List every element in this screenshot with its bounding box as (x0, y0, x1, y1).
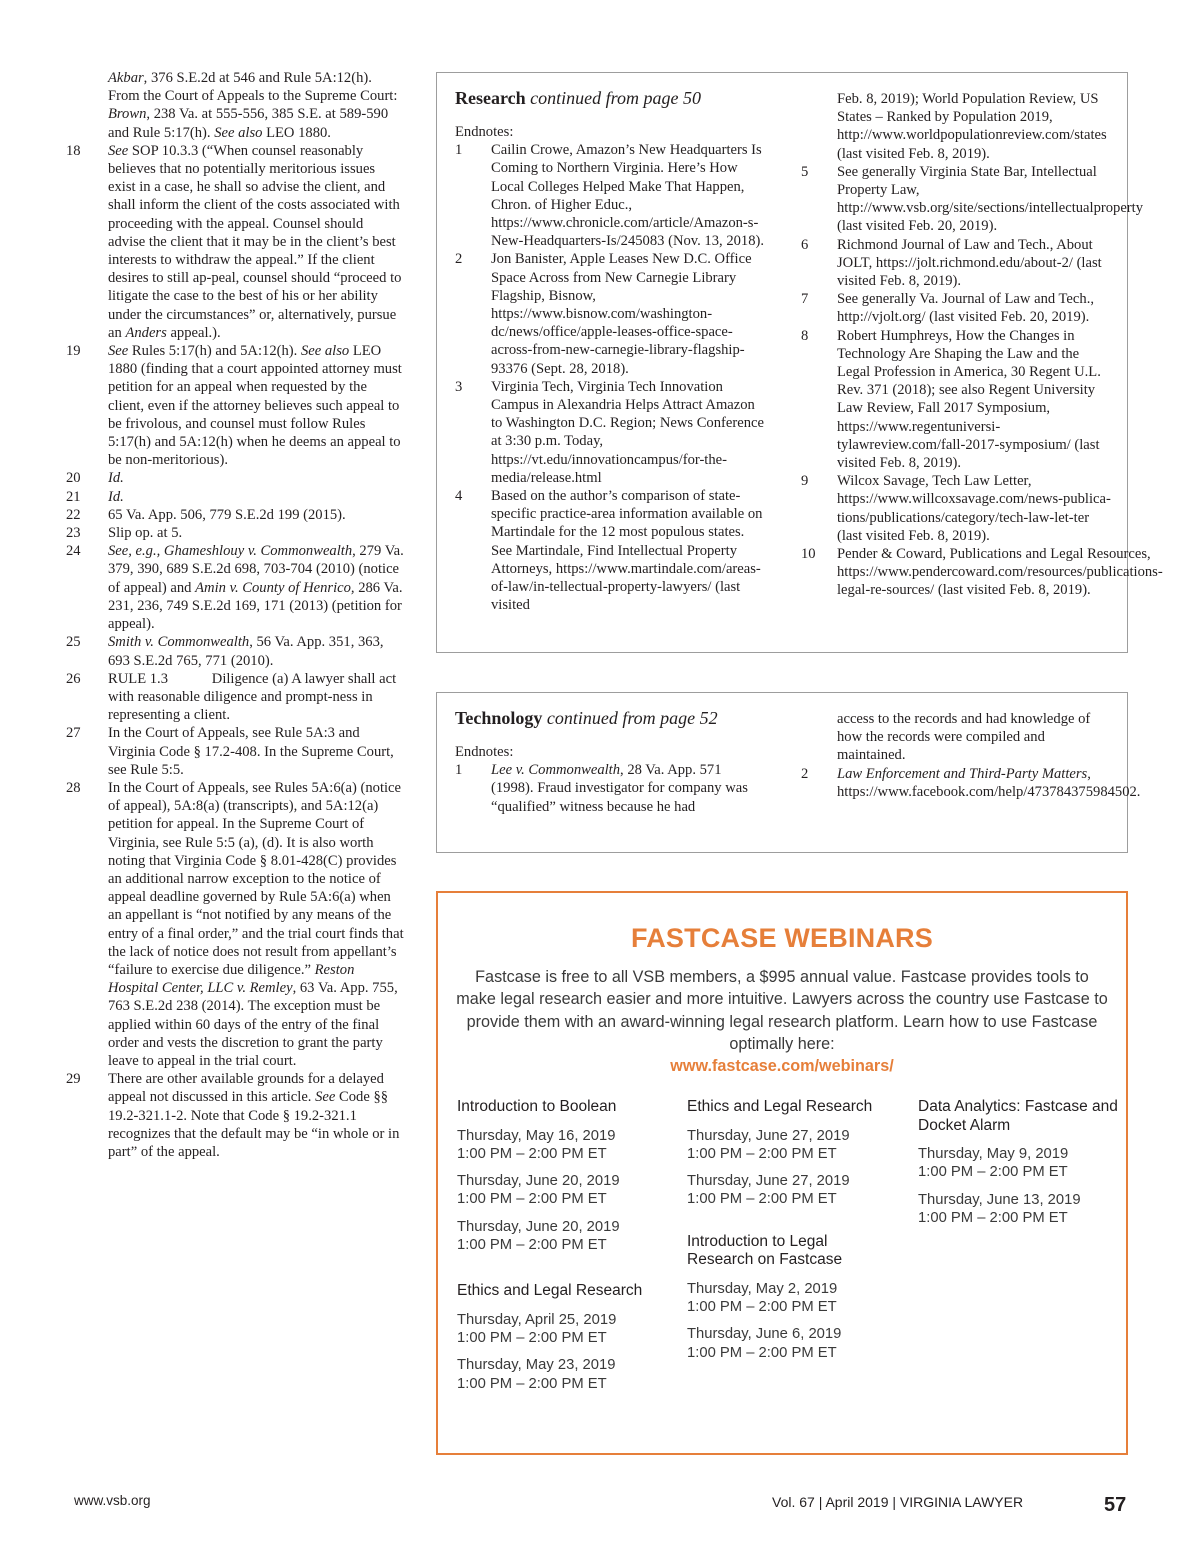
research-endnote (801, 236, 1113, 291)
webinar-session-date: Thursday, June 6, 2019 (687, 1326, 842, 1343)
left-endnote (66, 670, 404, 725)
technology-endnote-text: access to the records and had knowledge of how the records were compiled and maintained. (837, 711, 1091, 764)
left-endnote (66, 342, 404, 469)
technology-col2-notes (801, 710, 1141, 801)
research-endnote (801, 163, 1144, 236)
webinar-session-time: 1:00 PM – 2:00 PM ET (457, 1330, 607, 1347)
left-endnote (66, 1070, 404, 1161)
research-endnote (801, 545, 1163, 600)
left-endnote-text: RULE 1.3 Diligence (a) A lawyer shall act with reasonable diligence and prompt-ness in representing a client. (108, 670, 397, 724)
left-endnote-number: 21 (66, 488, 81, 505)
webinar-session-time: 1:00 PM – 2:00 PM ET (918, 1164, 1068, 1181)
webinar-session (457, 1356, 667, 1393)
webinar-session-date: Thursday, June 20, 2019 (457, 1173, 620, 1190)
webinar-column-1 (457, 1098, 667, 1410)
left-endnote-number: 27 (66, 725, 81, 742)
webinar-session-time: 1:00 PM – 2:00 PM ET (457, 1375, 607, 1392)
webinar-session-date: Thursday, June 27, 2019 (687, 1127, 850, 1144)
left-endnote (66, 469, 404, 487)
webinar-session-time: 1:00 PM – 2:00 PM ET (687, 1344, 837, 1361)
webinar-column-2 (687, 1098, 897, 1379)
technology-endnote-number: 1 (455, 762, 463, 779)
fastcase-webinars-box (436, 891, 1128, 1455)
webinar-column-3 (918, 1098, 1128, 1244)
left-endnote-text: Id. (108, 488, 124, 505)
research-endnote-text: Wilcox Savage, Tech Law Letter, https://www.willcoxsavage.com/news-publica-tions/publications/category/tech-law-let-ter (last visited Feb. 8, 2019). (837, 473, 1111, 544)
left-endnote-text: 65 Va. App. 506, 779 S.E.2d 199 (2015). (108, 506, 346, 523)
webinar-title: Ethics and Legal Research (687, 1098, 873, 1115)
webinar-session-date: Thursday, June 20, 2019 (457, 1218, 620, 1235)
webinar-title: Ethics and Legal Research (457, 1282, 643, 1300)
research-endnote-text: Cailin Crowe, Amazon’s New Headquarters Is Coming to Northern Virginia. Here’s How Local Colleges Helped Make That Happen, Chron. of Higher Educ., https://www.chronicle.com/article/Amazon-s-New-Headquarters-Is/245083 (Nov. 13, 2018). (491, 142, 765, 250)
research-endnote-number: 3 (455, 378, 463, 395)
research-col1-notes (455, 141, 765, 614)
left-endnote-text: In the Court of Appeals, see Rules 5A:6(a) (notice of appeal), 5A:8(a) (transcripts), and 5A:12(a) petition for appeal. In the Supreme Court of Virginia, see Rule 5:5 (a), (d). It is also worth noting that Virginia Code § 8.01-428(C) provides an additional narrow exception to the notice of appeal deadline governed by Rule 5A:6(a) when an appellant is “not notified by any means of the entry of a final order,” and the trial court finds that the lack of notice does not result from appellant’s “failure to exercise due diligence.” Reston Hospital Center, LLC v. Remley, 63 Va. App. 755, 763 S.E.2d 238 (2014). The exception must be applied within 60 days of the entry of the final order and vests the discretion to grant the party leave to appeal in the trial court. (108, 779, 404, 1069)
research-endnote (801, 472, 1113, 545)
technology-heading (455, 707, 765, 729)
left-endnote-number: 28 (66, 779, 81, 796)
webinar-session (687, 1280, 897, 1317)
left-endnote (66, 542, 404, 633)
webinar-session (457, 1311, 667, 1348)
left-endnote-text: Akbar, 376 S.E.2d at 546 and Rule 5A:12(h). From the Court of Appeals to the Supreme Court: Brown, 238 Va. at 555-556, 385 S.E. at 589-590 and Rule 5:17(h). See also LEO 1880. (108, 70, 398, 141)
webinar-title: Introduction to Boolean (457, 1098, 617, 1115)
fastcase-description (456, 966, 1108, 1077)
fastcase-description-text: Fastcase is free to all VSB members, a $995 annual value. Fastcase provides tools to make legal research easier and more intuitive. Lawyers across the country use Fastcase to provide them with an award-winning legal research platform. Learn how to use Fastcase optimally here: (456, 968, 1108, 1053)
webinar-session-date: Thursday, June 13, 2019 (918, 1191, 1081, 1208)
left-endnote-text: Slip op. at 5. (108, 525, 183, 542)
technology-endnote (801, 765, 1141, 801)
research-endnote-text: Virginia Tech, Virginia Tech Innovation Campus in Alexandria Helps Attract Amazon to Washington D.C. Region; News Conference at 3:30 p.m. Today, https://vt.edu/innovationcampus/for-the-media/release.html (491, 378, 764, 486)
research-endnote-number: 8 (801, 327, 809, 344)
left-endnote-text: See SOP 10.3.3 (“When counsel reasonably believes that no potentially meritorious issues exist in a case, he shall so advise the client, and shall inform the client of the costs associated with proceeding with the appeal. Counsel should advise the client that it may be in the client’s best interests to withdraw the appeal.” If the client desires to still ap-peal, counsel should “proceed to litigate the case to the best of his or her ability under the circumstances” or, alternatively, pursue an Anders appeal.). (108, 142, 402, 341)
webinar-session (687, 1325, 897, 1362)
webinar-session-date: Thursday, June 27, 2019 (687, 1173, 850, 1190)
footer-website[interactable]: www.vsb.org (74, 1493, 151, 1508)
research-endnote-text: Feb. 8, 2019); World Population Review, US States – Ranked by Population 2019, http://www.worldpopulationreview.com/states (last visited Feb. 8, 2019). (837, 91, 1107, 162)
research-endnote-text: Pender & Coward, Publications and Legal Resources, https://www.pendercoward.com/resources/publications-legal-re-sources/ (last visited Feb. 8, 2019). (837, 546, 1163, 599)
technology-col1-notes (455, 761, 765, 816)
technology-endnote (801, 710, 1113, 765)
research-col2-notes (801, 90, 1163, 600)
research-endnote-number: 2 (455, 251, 463, 268)
left-endnote-text: See, e.g., Ghameshlouy v. Commonwealth, 279 Va. 379, 390, 689 S.E.2d 698, 703-704 (2010) (notice of appeal) and Amin v. County of Henrico, 286 Va. 231, 236, 749 S.E.2d 169, 171 (2013) (petition for appeal). (108, 543, 404, 633)
research-endnote (455, 250, 765, 377)
research-endnote-text: Based on the author’s comparison of state-specific practice-area information available on Martindale for the 12 most populous states. See Martindale, Find Intellectual Property Attorneys, https://www.martindale.com/areas-of-law/in-tellectual-property-lawyers/ (last visited (491, 488, 763, 614)
left-endnote (66, 633, 404, 669)
technology-endnote-text: Law Enforcement and Third-Party Matters, https://www.facebook.com/help/473784375984502. (837, 765, 1141, 800)
left-endnote (66, 488, 404, 506)
research-endnote (455, 141, 765, 250)
webinar-session (687, 1127, 897, 1164)
page-number: 57 (1104, 1494, 1127, 1516)
footer-issue-info: Vol. 67 | April 2019 | VIRGINIA LAWYER (772, 1494, 1024, 1510)
research-endnote-text: Robert Humphreys, How the Changes in Technology Are Shaping the Law and the Legal Profession in America, 30 Regent U.L. Rev. 371 (2018); see also Regent University Law Review, Fall 2017 Symposium, https://www.regentuniversi-tylawreview.com/fall-2017-symposium/ (last visited Feb. 8, 2019). (837, 327, 1101, 472)
research-endnote-number: 5 (801, 163, 809, 180)
left-endnotes (66, 69, 404, 1161)
research-heading-title: Research (455, 88, 526, 108)
webinar-session (457, 1127, 667, 1164)
left-endnote-number: 29 (66, 1071, 81, 1088)
left-endnote-number (66, 69, 108, 142)
research-heading (455, 87, 765, 109)
research-endnotes-box (436, 72, 1163, 653)
left-endnote-text: Id. (108, 470, 124, 487)
research-endnote (455, 378, 765, 487)
left-endnote-number: 18 (66, 142, 81, 159)
webinar-session-time: 1:00 PM – 2:00 PM ET (457, 1191, 607, 1208)
technology-endnote-number (801, 710, 837, 765)
webinar-session-time: 1:00 PM – 2:00 PM ET (687, 1298, 837, 1315)
webinar-session-date: Thursday, May 9, 2019 (918, 1146, 1069, 1162)
research-endnote-number: 7 (801, 291, 809, 308)
research-endnote (801, 290, 1113, 326)
technology-endnotes-box (436, 692, 1141, 853)
research-endnote-text: Richmond Journal of Law and Tech., About JOLT, https://jolt.richmond.edu/about-2/ (last visited Feb. 8, 2019). (837, 236, 1102, 290)
webinar-session-time: 1:00 PM – 2:00 PM ET (457, 1145, 607, 1162)
fastcase-title: FASTCASE WEBINARS (631, 923, 933, 953)
research-endnote (455, 487, 765, 614)
webinar-session-time: 1:00 PM – 2:00 PM ET (918, 1209, 1068, 1226)
technology-heading-continued: continued from page 52 (546, 708, 718, 728)
left-endnote-text: There are other available grounds for a delayed appeal not discussed in this article. See Code §§ 19.2-321.1-2. Note that Code § 19.2-321.1 recognizes that the default may be “in whole or in part” of the appeal. (108, 1071, 400, 1160)
webinar-session (457, 1172, 667, 1209)
left-endnote-number: 23 (66, 525, 81, 542)
left-endnote (66, 779, 404, 1070)
research-endnote-number (801, 90, 837, 163)
webinar-item (457, 1282, 667, 1393)
research-endnote (801, 327, 1113, 473)
research-endnote-number: 9 (801, 473, 809, 490)
technology-col-1 (455, 707, 765, 816)
left-endnote-number: 22 (66, 506, 81, 523)
left-endnote-number: 20 (66, 470, 81, 487)
research-heading-continued: continued from page 50 (530, 88, 701, 108)
research-endnote-text: See generally Va. Journal of Law and Tech., http://vjolt.org/ (last visited Feb. 20, 2019). (837, 291, 1094, 326)
webinar-title: Data Analytics: Fastcase and Docket Alarm (918, 1098, 1118, 1134)
left-endnote (66, 724, 404, 779)
webinar-session (918, 1145, 1128, 1182)
webinar-item (918, 1098, 1128, 1227)
research-endnote-text: Jon Banister, Apple Leases New D.C. Office Space Across from New Carnegie Library Flagship, Bisnow, https://www.bisnow.com/washington-dc/news/office/apple-leases-office-space-across-from-new-carnegie-library-flagship-93376 (Sept. 28, 2018). (491, 251, 752, 377)
left-endnote (66, 69, 404, 142)
left-endnote-text: See Rules 5:17(h) and 5A:12(h). See also LEO 1880 (finding that a court appointed attorney must petition for an appeal when requested by the client, even if the attorney believes such appeal to be frivolous, and counsel must follow Rules 5:17(h) and 5A:12(h) when he deems an appeal to be non-meritorious). (108, 343, 402, 469)
technology-endnote-number: 2 (801, 765, 809, 782)
webinar-session-time: 1:00 PM – 2:00 PM ET (457, 1236, 607, 1253)
webinar-session (687, 1172, 897, 1209)
webinar-session (457, 1218, 667, 1255)
research-endnote (801, 90, 1113, 163)
research-endnotes-label: Endnotes: (455, 124, 514, 140)
webinar-item (687, 1098, 897, 1209)
webinar-session-time: 1:00 PM – 2:00 PM ET (687, 1145, 837, 1162)
research-endnote-number: 10 (801, 546, 816, 563)
research-endnote-number: 6 (801, 236, 809, 253)
webinar-session-date: Thursday, April 25, 2019 (457, 1311, 617, 1328)
webinar-item (687, 1233, 897, 1362)
research-col-1 (455, 87, 765, 614)
research-endnote-text: See generally Virginia State Bar, Intellectual Property Law, http://www.vsb.org/site/sections/intellectualproperty (last visited Feb. 20, 2019). (837, 163, 1144, 235)
left-endnote-number: 25 (66, 634, 81, 651)
webinar-session (918, 1191, 1128, 1228)
left-endnote-number: 24 (66, 543, 81, 560)
left-endnote-text: In the Court of Appeals, see Rule 5A:3 and Virginia Code § 17.2-408. In the Supreme Court, see Rule 5:5. (108, 725, 394, 778)
research-endnote-number: 1 (455, 142, 463, 159)
research-col-2 (801, 90, 1163, 600)
technology-endnote-text: Lee v. Commonwealth, 28 Va. App. 571 (1998). Fraud investigator for company was “qualified” witness because he had (491, 762, 748, 815)
technology-endnote (455, 761, 765, 816)
left-endnote-number: 26 (66, 670, 81, 687)
webinar-title: Introduction to Legal Research on Fastcase (687, 1232, 843, 1269)
webinar-session-date: Thursday, May 2, 2019 (687, 1280, 838, 1297)
left-endnote (66, 506, 404, 524)
left-endnote (66, 524, 404, 542)
fastcase-webinars-link[interactable]: www.fastcase.com/webinars/ (670, 1057, 894, 1076)
left-endnote (66, 142, 404, 342)
webinar-session-date: Thursday, May 16, 2019 (457, 1127, 616, 1144)
webinar-item (457, 1098, 667, 1254)
technology-endnotes-label: Endnotes: (455, 744, 514, 760)
webinar-session-date: Thursday, May 23, 2019 (457, 1357, 616, 1374)
technology-heading-title: Technology (455, 708, 543, 728)
webinar-session-time: 1:00 PM – 2:00 PM ET (687, 1191, 837, 1208)
technology-col-2 (801, 710, 1141, 801)
research-endnote-number: 4 (455, 488, 463, 505)
left-endnote-number: 19 (66, 343, 81, 360)
left-endnote-text: Smith v. Commonwealth, 56 Va. App. 351, 363, 693 S.E.2d 765, 771 (2010). (108, 634, 384, 669)
